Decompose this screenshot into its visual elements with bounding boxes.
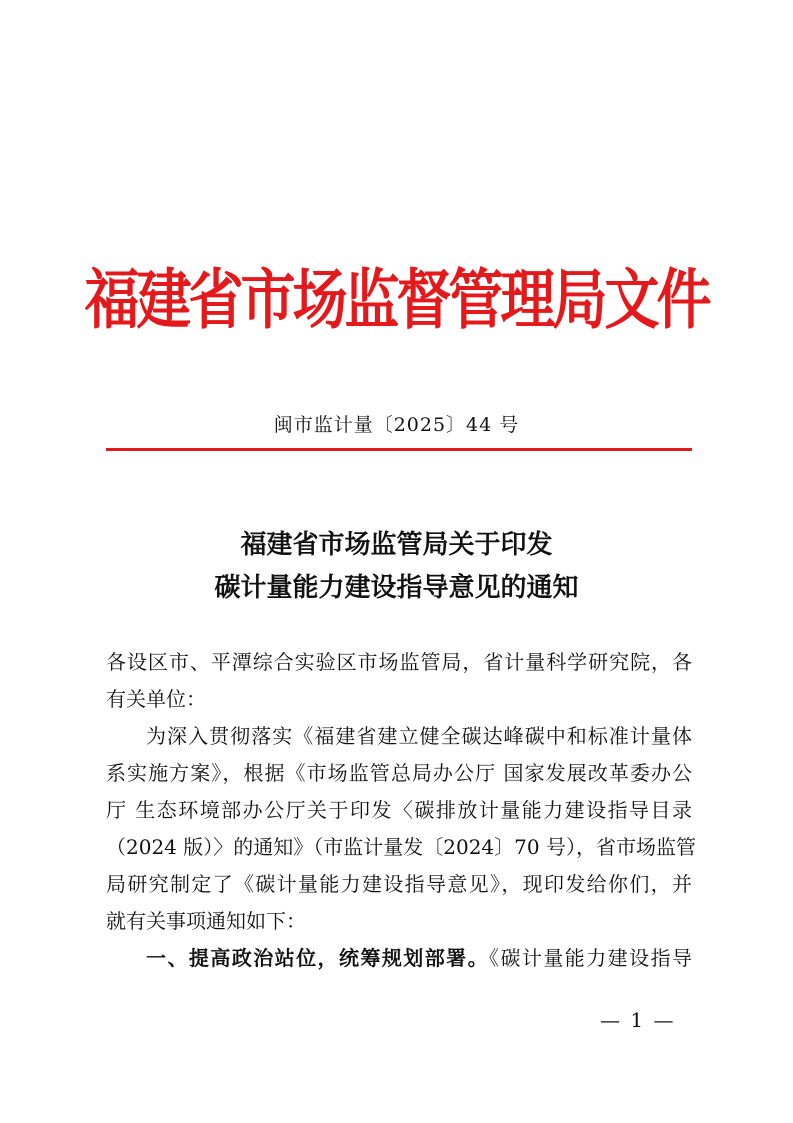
document-title-line-2: 碳计量能力建设指导意见的通知	[214, 573, 579, 603]
body-line-paragraph-2: 系实施方案》，根据《市场监管总局办公厅 国家发展改革委办公	[106, 761, 692, 785]
document-number: 闽市监计量〔2025〕44 号	[273, 414, 520, 436]
body-line-paragraph-6: 就有关事项通知如下：	[106, 909, 306, 933]
document-body	[106, 644, 696, 977]
document-title-line-1: 福建省市场监管局关于印发	[240, 530, 553, 560]
section-heading: 一、提高政治站位，统筹规划部署。	[146, 946, 490, 970]
body-line-salutation-2: 有关单位：	[106, 687, 206, 711]
issuer-header-title: 福建省市场监督管理局文件	[84, 260, 709, 338]
page-number: — 1 —	[600, 1008, 676, 1032]
body-line-paragraph-3: 厅 生态环境部办公厅关于印发〈碳排放计量能力建设指导目录	[106, 798, 692, 822]
section-text: 《碳计量能力建设指导	[489, 946, 693, 970]
document-title	[0, 524, 793, 610]
body-line-section-1	[106, 940, 692, 977]
red-separator-rule	[106, 448, 692, 451]
body-line-paragraph-4: （2024 版）〉的通知》（市监计量发〔2024〕70 号），省市场监管	[106, 835, 696, 859]
body-line-salutation-1: 各设区市、平潭综合实验区市场监管局，省计量科学研究院，各	[106, 650, 692, 674]
body-line-paragraph-5: 局研究制定了《碳计量能力建设指导意见》，现印发给你们，并	[106, 872, 692, 896]
body-line-paragraph-1: 为深入贯彻落实《福建省建立健全碳达峰碳中和标准计量体	[146, 724, 692, 748]
